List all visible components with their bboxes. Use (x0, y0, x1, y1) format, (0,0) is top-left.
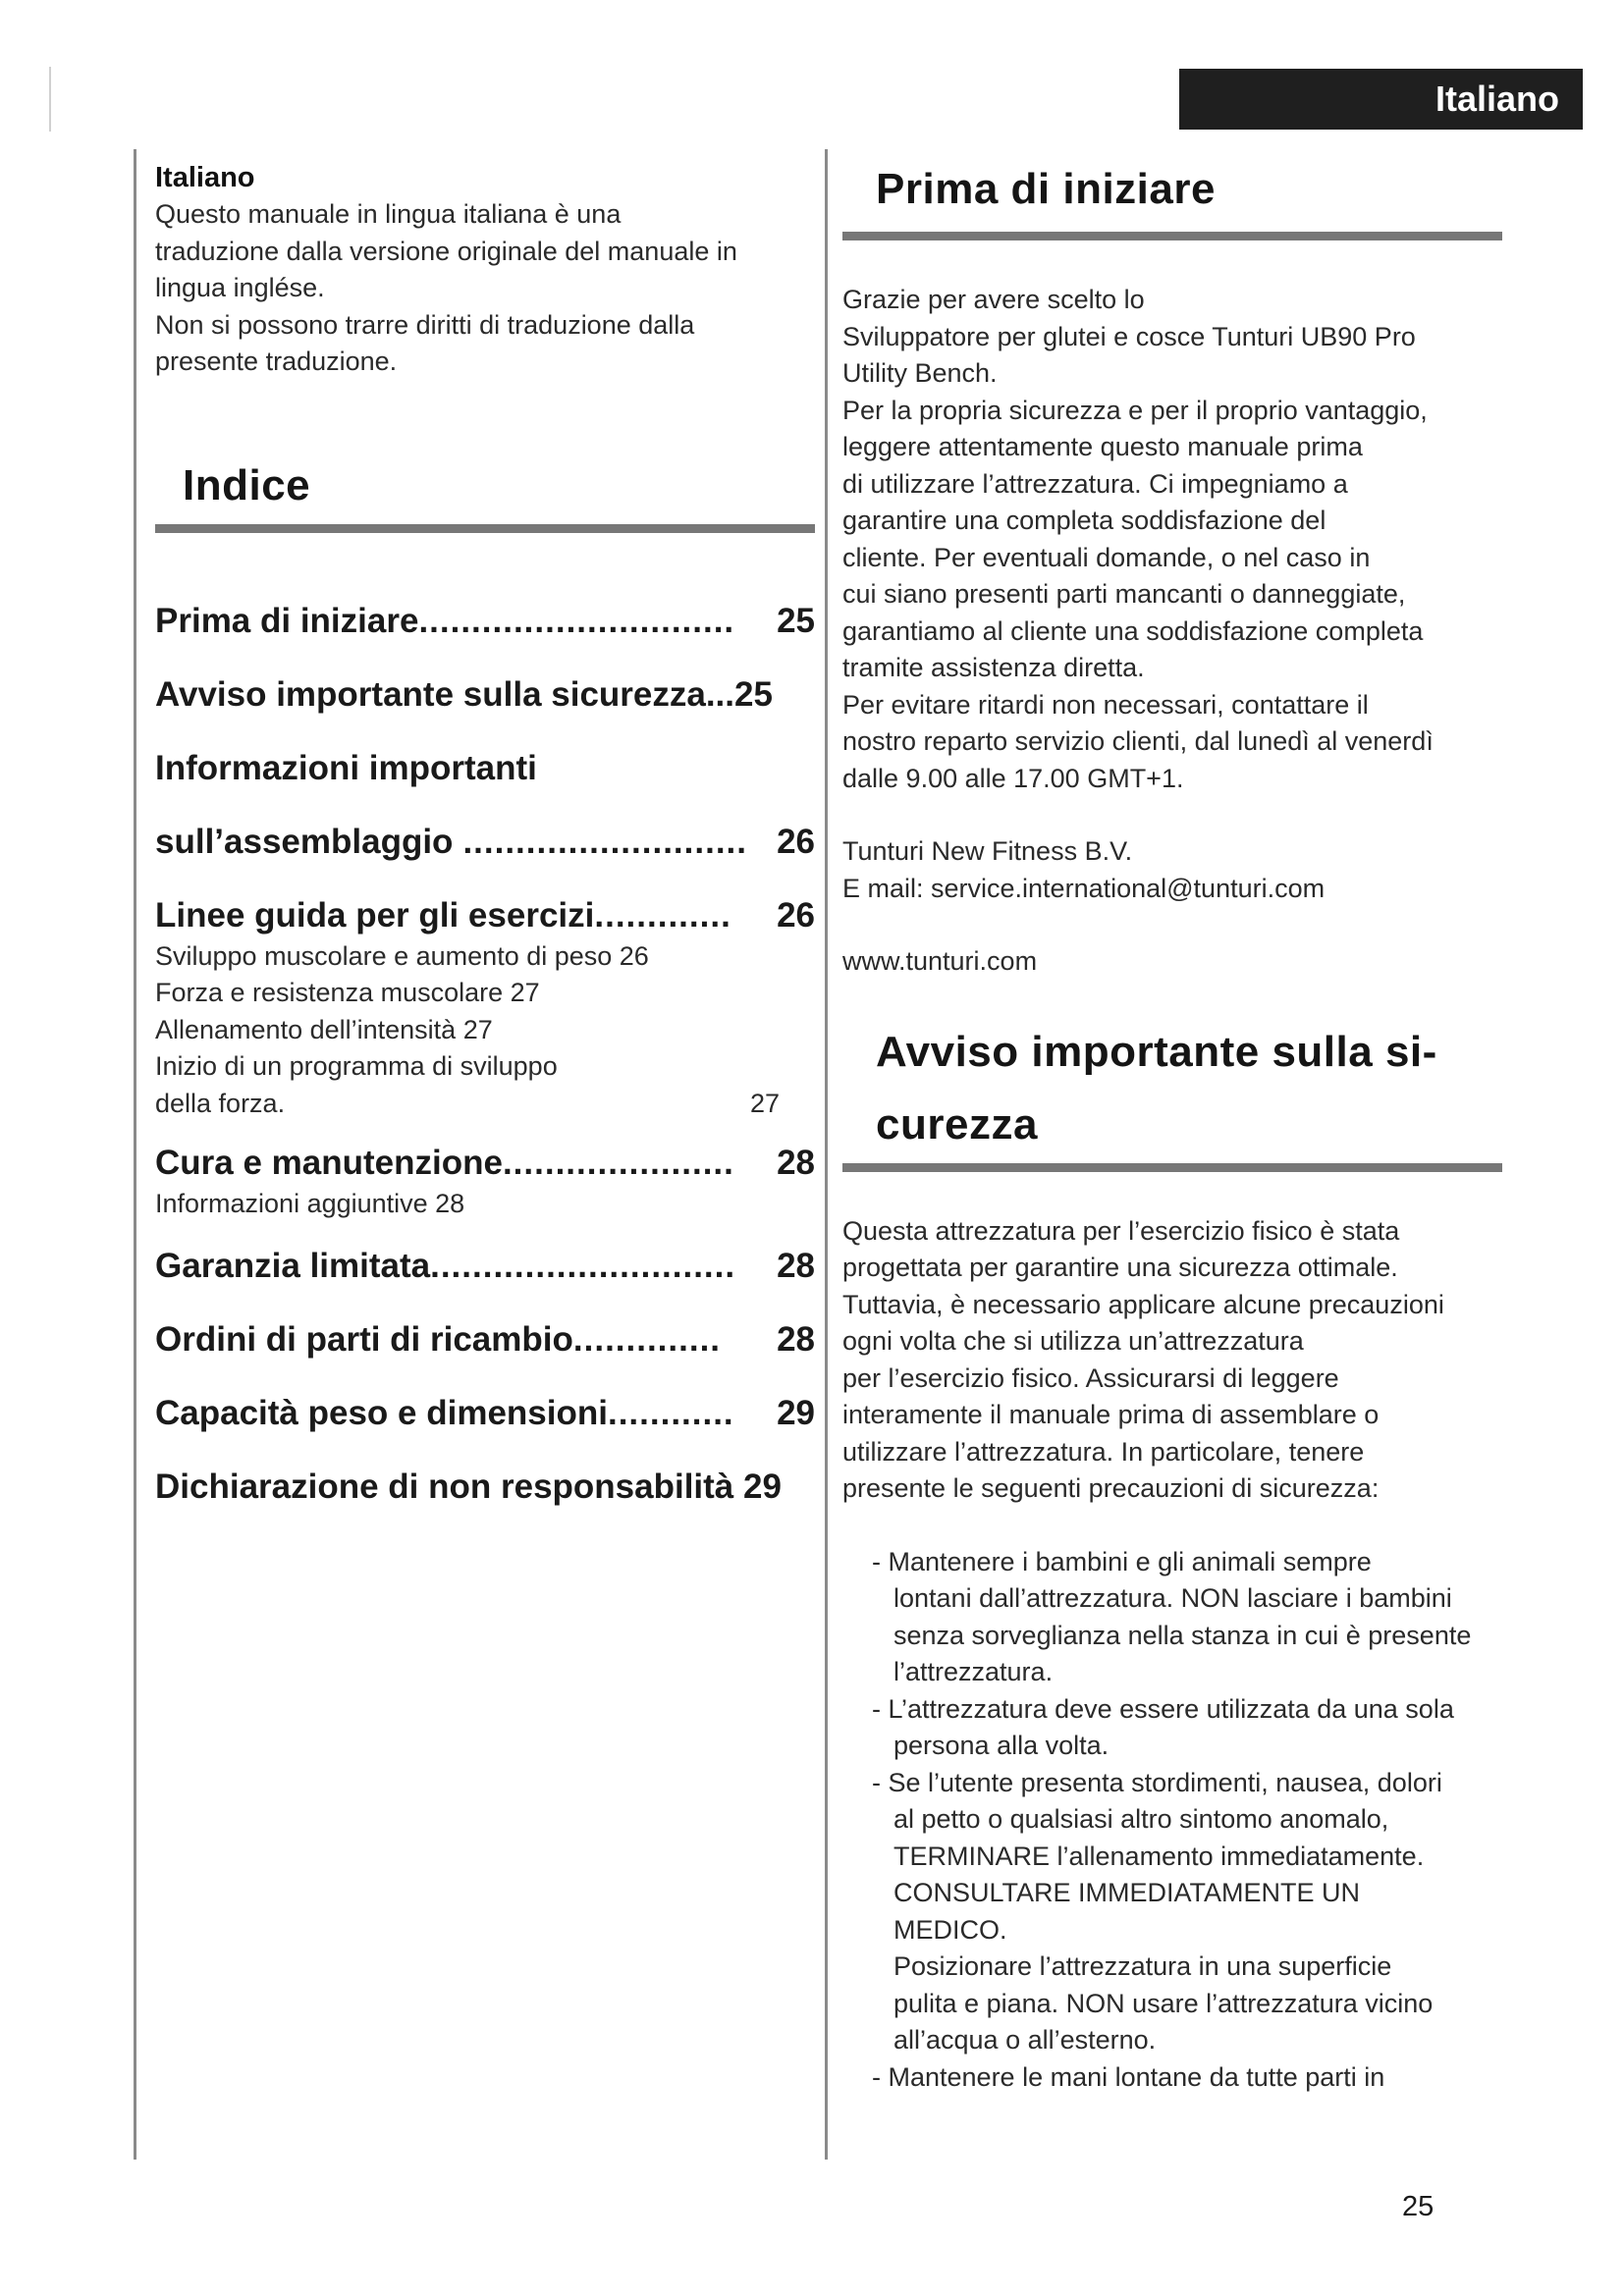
bullet-line: lontani dall’attrezzatura. NON lasciare i bambini (893, 1583, 1452, 1613)
toc-page: 26 (777, 895, 815, 934)
toc-subentry[interactable] (155, 1086, 780, 1123)
toc-dots: ............. (594, 895, 731, 934)
text-line: per l’esercizio fisico. Assicurarsi di leggere (842, 1362, 1339, 1393)
toc-label: Linee guida per gli esercizi (155, 895, 595, 934)
index-heading: Indice (183, 460, 311, 509)
toc-label: Ordini di parti di ricambio (155, 1319, 573, 1359)
toc-page: 29 (777, 1393, 815, 1432)
text-line: ogni volta che si utilizza un’attrezzatura (842, 1326, 1304, 1356)
intro-paragraph (842, 282, 1510, 797)
toc-entry[interactable] (155, 805, 815, 879)
safety-bullet-list (842, 1544, 1510, 2097)
text-line: tramite assistenza diretta. (842, 653, 1145, 682)
text-line: cliente. Per eventuali domande, o nel caso in (842, 542, 1371, 572)
toc-label: Prima di iniziare (155, 601, 419, 640)
intro-title: Italiano (155, 162, 255, 193)
toc-label: Dichiarazione di non responsabilità 29 (155, 1467, 782, 1506)
toc-page: 26 (777, 822, 815, 861)
text-line: cui siano presenti parti mancanti o danneggiate, (842, 579, 1406, 609)
toc-page: 28 (777, 1246, 815, 1285)
text-line: Sviluppatore per glutei e cosce Tunturi UB90 Pro (842, 321, 1416, 351)
toc-label: Informazioni importanti (155, 748, 537, 787)
toc-label: sull’assemblaggio (155, 822, 454, 861)
intro-line: Questo manuale in lingua italiana è una (155, 199, 622, 229)
text-line: progettata per garantire una sicurezza ottimale. (842, 1253, 1398, 1282)
bullet-line: Posizionare l’attrezzatura in una superficie (893, 1951, 1392, 1981)
toc-subentry[interactable]: Allenamento dell’intensità 27 (155, 1014, 493, 1044)
toc-entry[interactable] (155, 1303, 815, 1376)
contact-block (842, 833, 1510, 907)
bullet-line: al petto o qualsiasi altro sintomo anomalo, (893, 1804, 1389, 1834)
toc-dots: .............................. (418, 601, 735, 640)
bullet-first-line: - Mantenere i bambini e gli animali sempre (872, 1546, 1372, 1576)
toc-dots: .............. (572, 1319, 722, 1359)
margin-mark (49, 67, 51, 132)
toc-page: 28 (777, 1319, 815, 1359)
website-link[interactable]: www.tunturi.com (842, 946, 1038, 976)
email-address[interactable]: E mail: service.international@tunturi.com (842, 873, 1326, 903)
bullet-line: MEDICO. (893, 1914, 1007, 1945)
toc-entry[interactable] (155, 1376, 815, 1450)
toc-label: Garanzia limitata (155, 1246, 431, 1285)
language-tab (1179, 69, 1583, 130)
center-column-rule (825, 149, 828, 2160)
toc-subentry[interactable]: Sviluppo muscolare e aumento di peso 26 (155, 940, 649, 971)
safety-bullet (862, 1765, 1510, 2059)
text-line: di utilizzare l’attrezzatura. Ci impegniamo a (842, 468, 1348, 499)
bullet-line: persona alla volta. (893, 1731, 1110, 1760)
bullet-line: senza sorveglianza nella stanza in cui è presente (893, 1620, 1472, 1650)
toc-page: 25 (777, 601, 815, 640)
toc-sub-label: della forza. (155, 1088, 286, 1118)
toc-entry[interactable] (155, 1229, 815, 1303)
text-line: leggere attentamente questo manuale prima (842, 432, 1363, 461)
toc-entry[interactable] (155, 1450, 815, 1523)
bullet-first-line: - L’attrezzatura deve essere utilizzata da una sola (872, 1693, 1454, 1724)
toc-dots: ............................. (430, 1246, 736, 1285)
index-heading-rule (155, 524, 815, 533)
text-line: garantiamo al cliente una soddisfazione completa (842, 615, 1424, 646)
section-rule-avviso (842, 1163, 1502, 1172)
company-name: Tunturi New Fitness B.V. (842, 836, 1133, 866)
section-heading-line: Avviso importante sulla si- (876, 1027, 1437, 1076)
toc-entry[interactable] (155, 658, 815, 731)
text-line: presente le seguenti precauzioni di sicurezza: (842, 1473, 1380, 1503)
toc-label: Capacità peso e dimensioni (155, 1393, 608, 1432)
bullet-line: all’acqua o all’esterno. (893, 2025, 1157, 2055)
text-line: Per la propria sicurezza e per il proprio vantaggio, (842, 395, 1428, 425)
bullet-line: CONSULTARE IMMEDIATAMENTE UN (893, 1878, 1361, 1907)
text-line: Questa attrezzatura per l’esercizio fisico è stata (842, 1215, 1400, 1246)
toc-page: 28 (777, 1144, 815, 1182)
text-line: Utility Bench. (842, 358, 998, 388)
section-heading-prima: Prima di iniziare (876, 165, 1216, 213)
toc-sub-page: 27 (749, 1088, 780, 1118)
left-column-rule (134, 149, 136, 2160)
toc-dots: ........................... (462, 822, 747, 861)
bullet-line: TERMINARE l’allenamento immediatamente. (893, 1841, 1425, 1871)
bullet-line: l’attrezzatura. (893, 1657, 1054, 1686)
toc-dots: ............ (607, 1393, 734, 1432)
left-column (155, 159, 815, 1523)
toc-entry[interactable] (155, 584, 815, 658)
intro-line: traduzione dalla versione originale del manuale in (155, 236, 737, 266)
safety-paragraph (842, 1213, 1510, 1508)
text-line: utilizzare l’attrezzatura. In particolare, tenere (842, 1436, 1365, 1467)
toc-subentries (155, 938, 815, 1123)
text-line: dalle 9.00 alle 17.00 GMT+1. (842, 763, 1184, 793)
text-line: nostro reparto servizio clienti, dal lunedì al venerdì (842, 726, 1434, 756)
section-heading-avviso (842, 1016, 1510, 1161)
language-tab-label: Italiano (1435, 79, 1559, 119)
toc-dots: ...................... (502, 1144, 734, 1182)
toc-label: Cura e manutenzione (155, 1144, 503, 1182)
intro-line: lingua inglése. (155, 273, 325, 302)
bullet-line: pulita e piana. NON usare l’attrezzatura vicino (893, 1988, 1434, 2018)
intro-text (155, 196, 815, 381)
text-line: Grazie per avere scelto lo (842, 285, 1145, 314)
toc-subentry[interactable]: Forza e resistenza muscolare 27 (155, 978, 540, 1007)
intro-line: Non si possono trarre diritti di traduzione dalla (155, 309, 695, 340)
text-line: garantire una completa soddisfazione del (842, 506, 1326, 535)
safety-bullet (862, 1544, 1510, 1691)
toc-subentry[interactable]: Informazioni aggiuntive 28 (155, 1189, 465, 1218)
intro-line: presente traduzione. (155, 347, 398, 376)
table-of-contents (155, 584, 815, 1523)
section-heading-line: curezza (876, 1099, 1038, 1148)
text-line: Tuttavia, è necessario applicare alcune precauzioni (842, 1289, 1444, 1319)
toc-label: Avviso importante sulla sicurezza...25 (155, 674, 773, 714)
right-column (842, 159, 1510, 2096)
safety-bullet (862, 2059, 1510, 2097)
section-rule-prima (842, 232, 1502, 240)
toc-subentry[interactable]: Inizio di un programma di sviluppo (155, 1051, 558, 1081)
text-line: Per evitare ritardi non necessari, contattare il (842, 689, 1369, 720)
page-number: 25 (1402, 2191, 1435, 2222)
bullet-first-line: - Se l’utente presenta stordimenti, nausea, dolori (872, 1767, 1442, 1797)
toc-entry[interactable] (155, 731, 815, 805)
bullet-first-line: - Mantenere le mani lontane da tutte parti in (872, 2061, 1385, 2092)
safety-bullet (862, 1691, 1510, 1765)
text-line: interamente il manuale prima di assemblare o (842, 1400, 1380, 1429)
